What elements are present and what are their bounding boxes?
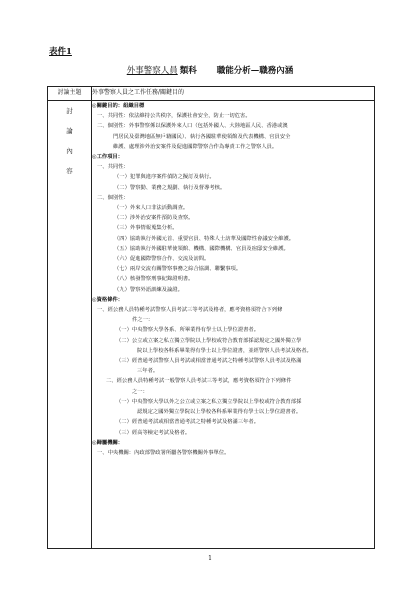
department-central: 一、中央機關：內政部警政署所屬各警察機關外事單位。 <box>97 449 230 456</box>
key-purpose-heading: ◎關鍵目的：組織目標 <box>92 103 145 109</box>
list-item: （一）中央警察大學各系、所畢業得有學士以上學位證書者。 <box>116 327 260 334</box>
list-item: （五）協助執行外國駐華使領館、機構、國際機構、官員及宿邸安全維護。 <box>114 245 289 252</box>
work-individual-heading: 二、個別性： <box>97 194 129 201</box>
list-item: （一）中央警察大學以外之公立或立案之私立獨立學院以上學校或符合教育部採 <box>116 398 302 405</box>
list-item: （一）外來人口非法活動調查。 <box>114 205 189 212</box>
content-row <box>48 101 375 549</box>
qualification-path-2: 二、經公務人員特種考試一般警察人員考試三等考試，應考資格須符合下列條件 <box>106 378 292 385</box>
qualification-path-1-cont: 件之一： <box>132 317 154 324</box>
work-items-heading: ◎工作項目： <box>92 154 124 161</box>
side-char: 論 <box>66 127 73 135</box>
side-char: 內 <box>66 147 73 155</box>
list-item: （二）涉外治安案件預防及查察。 <box>114 215 194 222</box>
list-item: （六）促進國際警察合作、交流及訪問。 <box>114 256 210 263</box>
header-label: 討論主題 <box>48 87 92 101</box>
list-item: （四）協助執行外國元首、重要官員、特殊人士訪華及國際性會議安全維護。 <box>114 235 295 242</box>
qualification-path-1: 一、經公務人員特種考試警察人員考試三等考試及格者，應考資格須符合下列條 <box>97 307 283 314</box>
list-item-cont: 三年者。 <box>137 368 159 375</box>
analysis-table <box>47 86 375 549</box>
key-purpose-common: 一、共同性：依法維持公共秩序，保護社會安全，防止一切危害。 <box>97 113 251 120</box>
list-item: （二）公立或立案之私立獨立學院以上學校或符合教育部採認規定之國外獨立學 <box>116 337 302 344</box>
list-item: （三）經普通考試警察人員考試或相當普通考試之特種考試警察人員考試及格滿 <box>116 358 302 365</box>
work-common-heading: 一、共同性： <box>97 164 129 171</box>
list-item: （二）警察勤、業務之規劃、執行及督導考核。 <box>114 184 226 191</box>
list-item: （三）經高等檢定考試及格者。 <box>116 429 191 436</box>
list-item-cont: 院以上學校各科系畢業得有學士以上學位證書，並經警察人員考試及格者。 <box>137 347 312 354</box>
list-item: （八）核發警察刑事紀錄證明書。 <box>114 276 194 283</box>
title-subtitle: 職能分析—職務內涵 <box>216 66 294 76</box>
list-item: （二）經普通考試或相當普通考試之特種考試及格滿三年者。 <box>116 419 260 426</box>
annex-label: 表件1 <box>49 47 72 57</box>
qualifications-heading: ◎資格條件： <box>92 296 124 303</box>
list-item: （一）犯罪與違序案件偵防之擬訂及執行。 <box>114 174 215 181</box>
list-item: （七）兩岸交流有關警察事務之綜合協調、聯繫事項。 <box>114 266 242 273</box>
side-char: 容 <box>66 167 73 175</box>
department-heading: ◎歸屬機關： <box>92 439 124 446</box>
document-title <box>0 64 420 76</box>
list-item-cont: 認規定之國外獨立學院以上學校各科系畢業得有學士以上學位證書者。 <box>137 409 302 416</box>
key-purpose-individual: 二、個別性：外事警察係以保護外來人口（包括外國人、大陸地區人民、香港或澳 門居民及臺灣地區無戶籍國民）、執行各國駐華使領館及代表機構、官員安全 維護、處理涉外治安案件及促進國際警察合作為專責工作之警察人員。 <box>97 123 291 150</box>
list-item: （三）外事情報蒐集分析。 <box>114 225 178 232</box>
title-main: 外事警察人員 <box>126 66 178 76</box>
header-value: 外事警察人員之工作任務/關鍵目的 <box>92 87 375 101</box>
side-char: 討 <box>66 107 73 115</box>
header-row <box>48 87 375 101</box>
list-item: （九）警察外語訓練及論證。 <box>114 286 183 293</box>
title-category: 類科 <box>179 66 197 76</box>
page-number: 1 <box>208 555 212 562</box>
discussion-content <box>92 101 375 549</box>
side-label <box>48 101 92 549</box>
qualification-path-2-cont: 之一： <box>132 388 148 395</box>
